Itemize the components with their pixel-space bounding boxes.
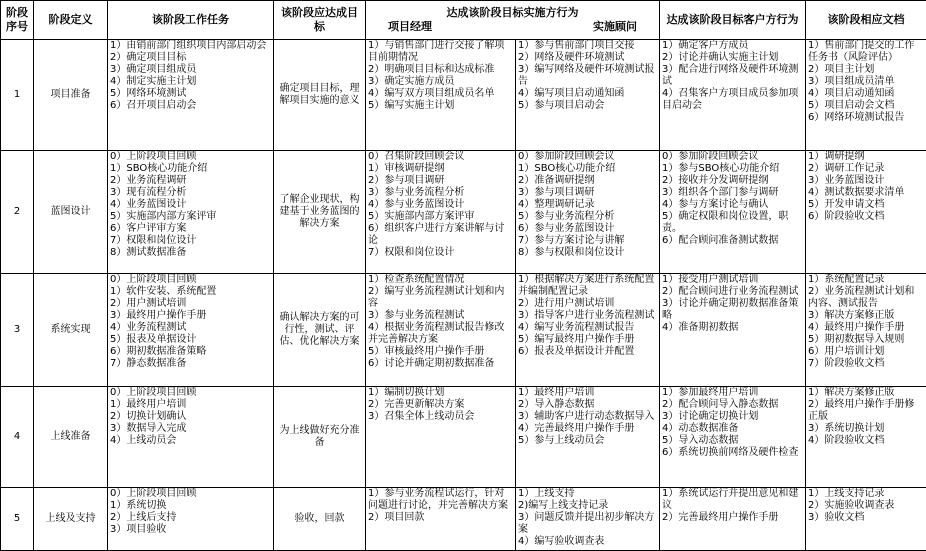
list-item: 5）参与业务流程分析	[518, 211, 657, 223]
table-row	[1, 274, 926, 387]
list-item: 4）业务流程测试	[110, 322, 271, 334]
stage-seq: 2	[1, 151, 34, 274]
list-item: 5）审核最终用户操作手册	[368, 346, 513, 358]
list-item: 4）完善最终用户操作手册	[518, 423, 657, 435]
list-item: 1）系统试运行并提出意见和建议	[662, 488, 803, 512]
header-goal: 该阶段应达成目标	[274, 1, 366, 40]
list-item: 4）制定实施主计划	[110, 76, 271, 88]
stage-def: 项目准备	[34, 40, 108, 151]
list-item: 1）检查系统配置情况	[368, 274, 513, 286]
list-item: 3）编写网络及硬件环境测试报告	[518, 64, 657, 88]
table-row	[1, 387, 926, 488]
list-item: 2）完善更新解决方案	[368, 399, 513, 411]
list-item: 3）解决方案修正版	[808, 310, 924, 322]
list-item: 1）解决方案修正版	[808, 387, 924, 399]
header-impl-consult: 实施顾问	[593, 20, 637, 34]
list-item: 2）调研工作记录	[808, 163, 924, 175]
list-item: 1）参加最终用户培训	[662, 387, 803, 399]
list-item: 3）配合进行网络及硬件环境测试	[662, 64, 803, 88]
stage-tasks	[108, 151, 274, 274]
list-item: 2）最终用户操作手册修正版	[808, 399, 924, 423]
list-item: 4）测试数据要求清单	[808, 187, 924, 199]
list-item: 2）导入静态数据	[518, 399, 657, 411]
list-item: 2）接收并分发调研提纲	[662, 175, 803, 187]
list-item: 2)编写上线支持记录	[518, 500, 657, 512]
list-item: 2）讨论并确认实施主计划	[662, 52, 803, 64]
list-item: 6）客户评审方案	[110, 223, 271, 235]
stage-tasks	[108, 40, 274, 151]
stage-customer	[660, 40, 806, 151]
stage-def: 上线准备	[34, 387, 108, 488]
header-impl	[366, 1, 660, 40]
list-item: 0）上阶段项目回顾	[110, 274, 271, 286]
list-item: 6）讨论并确定期初数据准备	[368, 358, 513, 370]
list-item: 1）售前部门提交的工作任务书（风险评估）	[808, 40, 924, 64]
list-item: 5）导入动态数据	[662, 435, 803, 447]
list-item: 1）由销前部门组织项目内部启动会	[110, 40, 271, 52]
list-item: 3）组织各个部门参与调研	[662, 187, 803, 199]
list-item: 2）项目回款	[368, 512, 513, 524]
stage-seq: 4	[1, 387, 34, 488]
list-item: 3）业务蓝图设计	[808, 175, 924, 187]
stage-def: 蓝图设计	[34, 151, 108, 274]
list-item: 6）期初数据准备策略	[110, 346, 271, 358]
list-item: 1）参与售前部门项目交接	[518, 40, 657, 52]
list-item: 4）业务蓝图设计	[110, 199, 271, 211]
list-item: 5）编写实施主计划	[368, 100, 513, 112]
header-seq: 阶段序号	[1, 1, 34, 40]
list-item: 1）接受用户测试培训	[662, 274, 803, 286]
stage-seq: 5	[1, 488, 34, 551]
list-item: 3）问题反馈并提出初步解决方案	[518, 512, 657, 536]
list-item: 5）实施部内部方案评审	[110, 211, 271, 223]
list-item: 6）系统切换前网络及硬件检查	[662, 447, 803, 459]
list-item: 3）系统切换计划	[808, 423, 924, 435]
list-item: 1）参与业务流程试运行，针对问题进行讨论，并完善解决方案	[368, 488, 513, 512]
list-item: 4）召集客户方项目成员参加项目启动会	[662, 88, 803, 112]
table-row	[1, 40, 926, 151]
list-item: 4）动态数据准备	[662, 423, 803, 435]
stage-docs	[806, 274, 926, 387]
stage-consult	[516, 151, 660, 274]
list-item: 0）上阶段项目回顾	[110, 387, 271, 399]
list-item: 2）业务流程调研	[110, 175, 271, 187]
list-item: 4）阶段验收文档	[808, 435, 924, 447]
list-item: 3）项目验收	[110, 524, 271, 536]
stage-consult	[516, 274, 660, 387]
list-item: 1）参与SBO核心功能介绍	[662, 163, 803, 175]
list-item: 2）参与项目调研	[368, 175, 513, 187]
list-item: 5）开发申请文档	[808, 199, 924, 211]
list-item: 4）准备期初数据	[662, 322, 803, 334]
stage-goal: 了解企业现状，构建基于业务蓝图的解决方案	[274, 151, 366, 274]
list-item: 4）参与方案讨论与确认	[662, 199, 803, 211]
list-item: 1）调研提纲	[808, 151, 924, 163]
list-item: 0）上阶段项目回顾	[110, 488, 271, 500]
list-item: 4）编写验收调查表	[518, 536, 657, 548]
stage-customer	[660, 387, 806, 488]
list-item: 2）确定项目目标	[110, 52, 271, 64]
list-item: 5）确定权限和岗位设置，职责。	[662, 211, 803, 235]
list-item: 2）业务流程测试计划和内容、测试报告	[808, 286, 924, 310]
list-item: 1）最终用户培训	[518, 387, 657, 399]
header-def: 阶段定义	[34, 1, 108, 40]
stage-consult	[516, 40, 660, 151]
list-item: 2）准备调研提纲	[518, 175, 657, 187]
list-item: 3）召集全体上线动员会	[368, 411, 513, 423]
list-item: 1）SBO核心功能介绍	[110, 163, 271, 175]
list-item: 2）配合顾问导入静态数据	[662, 399, 803, 411]
list-item: 1）系统切换	[110, 500, 271, 512]
stage-consult	[516, 387, 660, 488]
list-item: 0）参加阶段回顾会议	[518, 151, 657, 163]
stage-docs	[806, 387, 926, 488]
list-item: 2）实施验收调查表	[808, 500, 924, 512]
stage-pm	[366, 151, 516, 274]
stage-pm	[366, 274, 516, 387]
stage-goal: 确认解决方案的可行性，测试、评估、优化解决方案	[274, 274, 366, 387]
list-item: 4）编写双方项目组成员名单	[368, 88, 513, 100]
list-item: 6）阶段验收文档	[808, 211, 924, 223]
list-item: 3）讨论确定切换计划	[662, 411, 803, 423]
list-item: 2）完善最终用户操作手册	[662, 512, 803, 524]
list-item: 0）参加阶段回顾会议	[662, 151, 803, 163]
list-item: 2）配合顾问进行业务流程测试	[662, 286, 803, 298]
stage-tasks	[108, 488, 274, 551]
stage-def: 上线及支持	[34, 488, 108, 551]
stage-pm	[366, 488, 516, 551]
list-item: 4）最终用户操作手册	[808, 322, 924, 334]
list-item: 1）编制切换计划	[368, 387, 513, 399]
list-item: 1）最终用户培训	[110, 399, 271, 411]
list-item: 3）参与业务流程分析	[368, 187, 513, 199]
table-row	[1, 151, 926, 274]
list-item: 6）召开项目启动会	[110, 100, 271, 112]
stage-docs	[806, 151, 926, 274]
list-item: 3）验收文档	[808, 512, 924, 524]
list-item: 5）期初数据导入规则	[808, 334, 924, 346]
list-item: 8）测试数据准备	[110, 247, 271, 259]
list-item: 1）与销售部门进行交接了解项目前期情况	[368, 40, 513, 64]
list-item: 3）现有流程分析	[110, 187, 271, 199]
list-item: 7）静态数据准备	[110, 358, 271, 370]
stage-seq: 1	[1, 40, 34, 151]
header-impl-title: 达成该阶段目标实施方行为	[368, 6, 657, 20]
list-item: 2）切换计划确认	[110, 411, 271, 423]
stage-tasks	[108, 387, 274, 488]
stage-goal: 验收，回款	[274, 488, 366, 551]
list-item: 8）参与权限和岗位设计	[518, 247, 657, 259]
list-item: 2）网络及硬件环境测试	[518, 52, 657, 64]
list-item: 7）权限和岗位设计	[110, 235, 271, 247]
list-item: 5）项目启动会文档	[808, 100, 924, 112]
list-item: 4）参与业务蓝图设计	[368, 199, 513, 211]
stage-customer	[660, 274, 806, 387]
list-item: 7）权限和岗位设计	[368, 247, 513, 259]
header-impl-pm: 项目经理	[388, 20, 432, 34]
list-item: 2）上线后支持	[110, 512, 271, 524]
list-item: 3）确定项目组成员	[110, 64, 271, 76]
list-item: 1）系统配置记录	[808, 274, 924, 286]
stage-docs	[806, 488, 926, 551]
list-item: 7）参与方案讨论与讲解	[518, 235, 657, 247]
stage-seq: 3	[1, 274, 34, 387]
list-item: 6）用户培训计划	[808, 346, 924, 358]
stage-pm	[366, 387, 516, 488]
list-item: 5）网络环境测试	[110, 88, 271, 100]
stage-tasks	[108, 274, 274, 387]
stage-def: 系统实现	[34, 274, 108, 387]
stage-customer	[660, 488, 806, 551]
list-item: 2）项目主计划	[808, 64, 924, 76]
header-customer: 达成该阶段目标客户方行为	[660, 1, 806, 40]
list-item: 6）参与业务蓝图设计	[518, 223, 657, 235]
stage-consult	[516, 488, 660, 551]
list-item: 5）编写最终用户操作手册	[518, 334, 657, 346]
header-docs: 该阶段相应文档	[806, 1, 926, 40]
list-item: 4）根据业务流程测试报告修改并完善解决方案	[368, 322, 513, 346]
list-item: 2）用户测试培训	[110, 298, 271, 310]
list-item: 3）讨论并确定期初数据准备策略	[662, 298, 803, 322]
list-item: 5）报表及单据设计	[110, 334, 271, 346]
stage-goal: 确定项目目标，理解项目实施的意义	[274, 40, 366, 151]
list-item: 0）上阶段项目回顾	[110, 151, 271, 163]
list-item: 4）编写项目启动通知函	[518, 88, 657, 100]
list-item: 2）明确项目目标和达成标准	[368, 64, 513, 76]
list-item: 5）参与上线动员会	[518, 435, 657, 447]
table-row	[1, 488, 926, 551]
list-item: 1）根据解决方案进行系统配置并编制配置记录	[518, 274, 657, 298]
list-item: 1）软件安装、系统配置	[110, 286, 271, 298]
list-item: 1）SBO核心功能介绍	[518, 163, 657, 175]
list-item: 3）参与业务流程测试	[368, 310, 513, 322]
list-item: 1）上线支持	[518, 488, 657, 500]
list-item: 0）召集阶段回顾会议	[368, 151, 513, 163]
list-item: 2）进行用户测试培训	[518, 298, 657, 310]
list-item: 3）项目组成员清单	[808, 76, 924, 88]
list-item: 4）整理调研记录	[518, 199, 657, 211]
list-item: 1）审核调研提纲	[368, 163, 513, 175]
stage-pm	[366, 40, 516, 151]
header-tasks: 该阶段工作任务	[108, 1, 274, 40]
list-item: 6）组织客户进行方案讲解与讨论	[368, 223, 513, 247]
list-item: 7）阶段验收文档	[808, 358, 924, 370]
list-item: 3）数据导入完成	[110, 423, 271, 435]
list-item: 4）上线动员会	[110, 435, 271, 447]
list-item: 3）最终用户操作手册	[110, 310, 271, 322]
list-item: 3）参与项目调研	[518, 187, 657, 199]
list-item: 5）实施部内部方案评审	[368, 211, 513, 223]
list-item: 3）指导客户进行业务流程测试	[518, 310, 657, 322]
list-item: 2）编写业务流程测试计划和内容	[368, 286, 513, 310]
list-item: 6）配合顾问准备测试数据	[662, 235, 803, 247]
stage-docs	[806, 40, 926, 151]
list-item: 1）确定客户方成员	[662, 40, 803, 52]
stage-customer	[660, 151, 806, 274]
list-item: 6）网络环境测试报告	[808, 112, 924, 124]
list-item: 4）编写业务流程测试报告	[518, 322, 657, 334]
list-item: 1）上线支持记录	[808, 488, 924, 500]
list-item: 3）确定实施方成员	[368, 76, 513, 88]
stage-goal: 为上线做好充分准备	[274, 387, 366, 488]
list-item: 4）项目启动通知函	[808, 88, 924, 100]
list-item: 3）辅助客户进行动态数据导入	[518, 411, 657, 423]
list-item: 6）报表及单据设计并配置	[518, 346, 657, 358]
list-item: 5）参与项目启动会	[518, 100, 657, 112]
